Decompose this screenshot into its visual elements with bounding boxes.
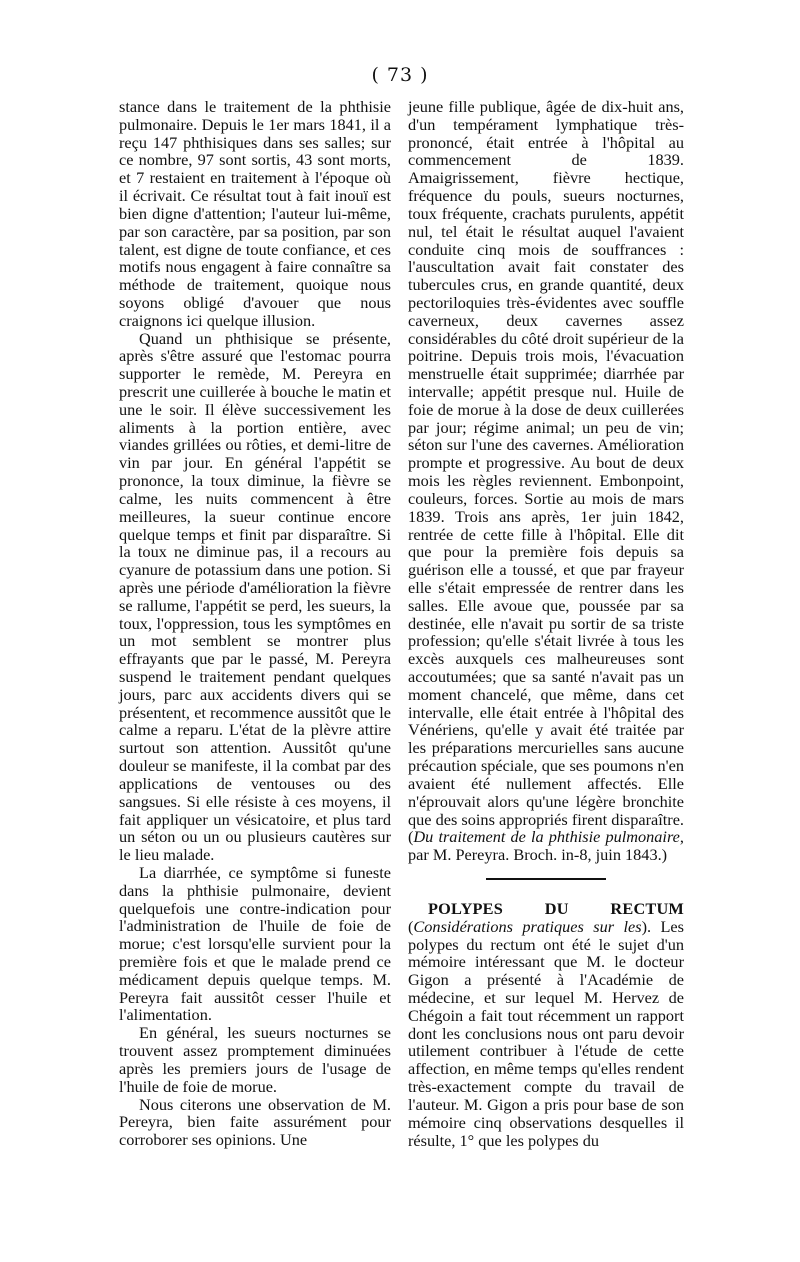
paragraph: La diarrhée, ce symptôme si funeste dans la phthisie pulmonaire, devient quelquefois une contre-indication pour l'administration de l'huile de foie de morue; c'est lorsqu'elle survient pour la première fois et que le malade prend ce médicament depuis quelque temps. M. Pereyra fait aussitôt cesser l'huile et l'alimentation. [119, 862, 391, 1025]
section-heading: POLYPES DU RECTUM [428, 898, 684, 918]
right-column [408, 98, 684, 1149]
section-subheading: Considérations pratiques sur les [413, 916, 642, 936]
citation-title: Du traitement de la phthisie pulmonaire [413, 827, 680, 847]
section-body: Les polypes du rectum ont été le sujet d'un mémoire intéressant que M. le docteur Gigon a présenté à l'Académie de médecine, et sur lequel M. Hervez de Chégoin a fait tout récemment un rapport dont les conclusions nous ont paru devoir utilement contribuer à l'étude de cette affection, en même temps qu'elles rendent très-exactement compte du travail de l'auteur. M. Gigon a pris pour base de son mémoire cinq observations desquelles il résulte, 1° que les polypes du [408, 916, 684, 1150]
paragraph: Quand un phthisique se présente, après s'être assuré que l'estomac pourra supporter le remède, M. Pereyra en prescrit une cuillerée à bouche le matin et une le soir. Il élève successivement les aliments à la portion entière, avec viandes grillées ou rôties, et demi-litre de vin par jour. En général l'appétit se prononce, la toux diminue, la fièvre se calme, les nuits commencent à être meilleures, la sueur continue encore quelque temps et finit par disparaître. Si la toux ne diminue pas, il a recours au cyanure de potassium dans une potion. Si après une période d'amélioration la fièvre se rallume, l'appétit se perd, les sueurs, la toux, l'oppression, tous les symptômes en un mot semblent se montrer plus effrayants que par le passé, M. Pereyra suspend le traitement pendant quelques jours, parc aux accidents divers qui se présentent, et recommence aussitôt que le calme a reparu. L'état de la plèvre attire surtout son attention. Aussitôt qu'une douleur se manifeste, il la combat par des applications de ventouses ou des sangsues. Si elle résiste à ces moyens, il fait appliquer un vésicatoire, et plus tard un séton ou un ou plusieurs cautères sur le lieu malade. [119, 328, 391, 865]
paragraph-text: jeune fille publique, âgée de dix-huit ans, d'un tempérament lymphatique très-prononcé, était entrée à l'hôpital au commencement de 1839. Amaigrissement, fièvre hectique, fréquence du pouls, sueurs nocturnes, toux fréquente, crachats purulents, appétit nul, tel était le résultat auquel l'avaient conduite cinq mois de souffrances : l'auscultation avait fait constater des tubercules crus, en grande quantité, deux pectoriloquies très-évidentes avec souffle caverneux, deux cavernes assez considérables du côté droit supérieur de la poitrine. Depuis trois mois, l'évacuation menstruelle était supprimée; diarrhée par intervalle; appétit presque nul. Huile de foie de morue à la dose de deux cuillerées par jour; régime animal; un peu de vin; séton sur l'une des cavernes. Amélioration prompte et progressive. Au bout de deux mois les règles reviennent. Embonpoint, couleurs, forces. Sortie au mois de mars 1839. Trois ans après, 1er juin 1842, rentrée de cette fille à l'hôpital. Elle dit que pour la première fois depuis sa guérison elle a toussé, et que par frayeur elle s'était empressée de rentrer dans les salles. Elle avoue que, poussée par sa destinée, elle n'avait pu sortir de sa triste profession; qu'elle s'était livrée à tous les excès auxquels ces malheureuses sont accoutumées; que sa santé n'avait pas un moment chancelé, que même, dans cet intervalle, elle était entrée à l'hôpital des Vénériens, qu'elle y avait été traitée par les préparations mercurielles sans aucune précaution spéciale, que ses poumons n'en avaient été nullement affectés. Elle n'éprouvait alors qu'une légère bronchite que des soins appropriés firent disparaître. ( [408, 97, 684, 847]
paragraph: stance dans le traitement de la phthisie pulmonaire. Depuis le 1er mars 1841, il a reçu 147 phthisiques dans ses salles; sur ce nombre, 97 sont sortis, 43 sont morts, et 7 restaient en traitement à l'époque où il écrivait. Ce résultat tout à fait inouï est bien digne d'attention; l'auteur lui-même, par son caractère, par sa position, par son talent, est digne de toute confiance, et ces motifs nous engagent à faire connaître sa méthode de traitement, quoique nous soyons obligé d'avouer que nous craignons ici quelque illusion. [119, 97, 391, 330]
heading-paren-open: ( [408, 916, 414, 936]
section-paragraph [408, 900, 684, 1149]
paragraph: Nous citerons une observation de M. Pereyra, bien faite assurément pour corroborer ses opinions. Une [119, 1094, 391, 1150]
citation-tail: , par M. Pereyra. Broch. in-8, juin 1843.) [408, 827, 684, 865]
heading-paren-close: ). [641, 916, 652, 936]
paragraph [408, 98, 684, 864]
page-number: ( 73 ) [371, 64, 429, 86]
paragraph: En général, les sueurs nocturnes se trouvent assez promptement diminuées après les premiers jours de l'usage de l'huile de foie de morue. [119, 1023, 391, 1096]
section-divider [486, 878, 606, 880]
left-column [119, 98, 391, 1149]
